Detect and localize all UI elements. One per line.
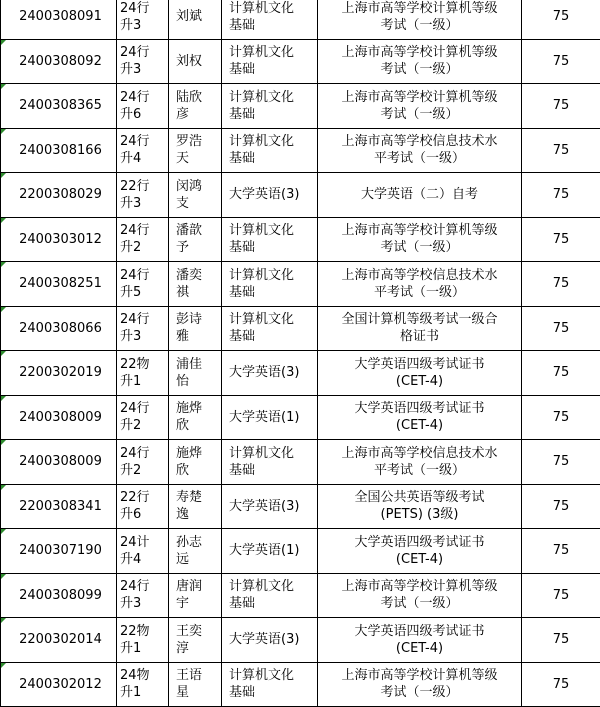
certificate-cell-text: 上海市高等学校信息技术水 平考试（一级） — [341, 446, 497, 478]
student-name-cell — [169, 484, 222, 529]
course-cell-text: 大学英语(3) — [229, 632, 299, 647]
cell-marker-icon — [1, 440, 6, 445]
certificate-cell — [318, 351, 522, 396]
score-cell-text: 75 — [553, 54, 570, 69]
course-cell — [222, 39, 318, 84]
student-id-cell-text: 2400308009 — [19, 454, 102, 469]
student-id-cell-text: 2400308099 — [19, 588, 102, 603]
course-cell — [222, 84, 318, 129]
score-cell-text: 75 — [553, 454, 570, 469]
score-cell — [522, 128, 600, 173]
class-cell-text: 24行 升3 — [120, 579, 150, 611]
course-cell — [222, 573, 318, 618]
class-cell — [117, 351, 169, 396]
student-name-cell-text: 寿楚 逸 — [176, 490, 202, 522]
student-id-cell — [1, 217, 117, 262]
certificate-cell — [318, 217, 522, 262]
score-cell — [522, 84, 600, 129]
class-cell — [117, 618, 169, 663]
student-name-cell — [169, 0, 222, 39]
table-row — [1, 395, 600, 440]
student-name-cell-text: 潘奕 祺 — [176, 268, 202, 300]
course-cell-text: 计算机文化 基础 — [229, 45, 294, 77]
course-cell — [222, 440, 318, 485]
certificate-cell — [318, 440, 522, 485]
student-name-cell — [169, 84, 222, 129]
class-cell — [117, 395, 169, 440]
class-cell — [117, 529, 169, 574]
score-cell-text: 75 — [553, 499, 570, 514]
certificate-cell — [318, 262, 522, 307]
score-cell-text: 75 — [553, 321, 570, 336]
certificate-cell-text: 上海市高等学校计算机等级 考试（一级） — [341, 668, 497, 700]
class-cell-text: 22物 升1 — [120, 624, 150, 656]
cell-marker-icon — [1, 129, 6, 134]
student-name-cell-text: 孙志 远 — [176, 535, 202, 567]
course-cell — [222, 618, 318, 663]
class-cell — [117, 306, 169, 351]
student-id-cell-text: 2200308341 — [19, 499, 102, 514]
certificate-cell-text: 上海市高等学校信息技术水 平考试（一级） — [341, 268, 497, 300]
certificate-cell-text: 大学英语四级考试证书 (CET-4) — [354, 535, 484, 567]
certificate-cell — [318, 0, 522, 39]
class-cell — [117, 440, 169, 485]
class-cell-text: 24行 升6 — [120, 90, 150, 122]
student-name-cell — [169, 529, 222, 574]
student-name-cell-text: 王语 星 — [176, 668, 202, 700]
student-id-cell-text: 2200308029 — [19, 187, 102, 202]
student-name-cell — [169, 39, 222, 84]
certificate-cell — [318, 573, 522, 618]
class-cell — [117, 662, 169, 707]
cell-marker-icon — [1, 307, 6, 312]
student-id-cell-text: 2400308166 — [19, 143, 102, 158]
cell-marker-icon — [1, 396, 6, 401]
student-name-cell-text: 潘歆 予 — [176, 223, 202, 255]
table-row — [1, 262, 600, 307]
student-name-cell — [169, 573, 222, 618]
course-cell-text: 大学英语(1) — [229, 543, 299, 558]
class-cell — [117, 0, 169, 39]
certificate-cell-text: 上海市高等学校信息技术水 平考试（一级） — [341, 134, 497, 166]
score-cell — [522, 306, 600, 351]
student-id-cell-text: 2400307190 — [19, 543, 102, 558]
score-cell — [522, 0, 600, 39]
course-cell — [222, 484, 318, 529]
certificate-cell-text: 大学英语四级考试证书 (CET-4) — [354, 401, 484, 433]
student-id-cell — [1, 262, 117, 307]
course-cell-text: 大学英语(3) — [229, 187, 299, 202]
student-id-cell — [1, 84, 117, 129]
score-cell — [522, 484, 600, 529]
course-cell-text: 计算机文化 基础 — [229, 90, 294, 122]
score-cell-text: 75 — [553, 365, 570, 380]
student-id-cell — [1, 440, 117, 485]
student-name-cell-text: 唐润 宇 — [176, 579, 202, 611]
student-id-cell-text: 2400308251 — [19, 276, 102, 291]
certificate-cell — [318, 84, 522, 129]
student-name-cell — [169, 262, 222, 307]
certificate-cell-text: 上海市高等学校计算机等级 考试（一级） — [341, 90, 497, 122]
score-cell-text: 75 — [553, 632, 570, 647]
table-row — [1, 484, 600, 529]
table-row — [1, 0, 600, 39]
student-name-cell-text: 施烨 欣 — [176, 401, 202, 433]
certificate-cell-text: 大学英语四级考试证书 (CET-4) — [354, 624, 484, 656]
student-name-cell-text: 闵鸿 支 — [176, 179, 202, 211]
class-cell-text: 24行 升4 — [120, 134, 150, 166]
course-cell — [222, 395, 318, 440]
class-cell — [117, 262, 169, 307]
score-cell — [522, 395, 600, 440]
certificate-cell — [318, 662, 522, 707]
class-cell — [117, 173, 169, 218]
table-row — [1, 618, 600, 663]
certificate-cell — [318, 529, 522, 574]
score-cell-text: 75 — [553, 543, 570, 558]
table-row — [1, 529, 600, 574]
cell-marker-icon — [1, 485, 6, 490]
certificate-cell-text: 上海市高等学校计算机等级 考试（一级） — [341, 1, 497, 33]
course-cell-text: 计算机文化 基础 — [229, 668, 294, 700]
student-name-cell — [169, 395, 222, 440]
course-cell-text: 计算机文化 基础 — [229, 223, 294, 255]
student-name-cell-text: 刘权 — [176, 54, 202, 69]
student-name-cell-text: 浦佳 怡 — [176, 357, 202, 389]
student-name-cell-text: 陆欣 彦 — [176, 90, 202, 122]
course-cell-text: 大学英语(3) — [229, 499, 299, 514]
class-cell-text: 24行 升3 — [120, 312, 150, 344]
course-cell — [222, 662, 318, 707]
score-cell — [522, 529, 600, 574]
course-cell-text: 计算机文化 基础 — [229, 268, 294, 300]
cell-marker-icon — [1, 218, 6, 223]
certificate-cell-text: 上海市高等学校计算机等级 考试（一级） — [341, 45, 497, 77]
course-cell — [222, 306, 318, 351]
class-cell-text: 24行 升3 — [120, 45, 150, 77]
student-id-cell-text: 2400308009 — [19, 410, 102, 425]
score-cell — [522, 618, 600, 663]
score-cell — [522, 351, 600, 396]
student-name-cell-text: 王奕 淳 — [176, 624, 202, 656]
course-cell — [222, 351, 318, 396]
student-name-cell-text: 施烨 欣 — [176, 446, 202, 478]
class-cell — [117, 217, 169, 262]
student-id-cell-text: 2400308365 — [19, 98, 102, 113]
table-row — [1, 128, 600, 173]
course-cell — [222, 173, 318, 218]
student-id-cell — [1, 351, 117, 396]
class-cell-text: 24行 升2 — [120, 446, 150, 478]
course-cell — [222, 0, 318, 39]
class-cell-text: 24行 升2 — [120, 223, 150, 255]
student-name-cell — [169, 173, 222, 218]
table-row — [1, 217, 600, 262]
cell-marker-icon — [1, 84, 6, 89]
course-cell — [222, 128, 318, 173]
student-id-cell — [1, 306, 117, 351]
score-cell-text: 75 — [553, 232, 570, 247]
certificate-cell-text: 全国计算机等级考试一级合 格证书 — [341, 312, 497, 344]
student-name-cell-text: 罗浩 天 — [176, 134, 202, 166]
student-id-cell-text: 2200302014 — [19, 632, 102, 647]
score-cell-text: 75 — [553, 276, 570, 291]
score-cell-text: 75 — [553, 98, 570, 113]
student-id-cell-text: 2400308091 — [19, 9, 102, 24]
course-cell — [222, 217, 318, 262]
student-name-cell — [169, 662, 222, 707]
class-cell-text: 22行 升6 — [120, 490, 150, 522]
certificate-cell-text: 大学英语（二）自考 — [361, 187, 478, 202]
student-id-cell — [1, 662, 117, 707]
course-cell-text: 大学英语(1) — [229, 410, 299, 425]
score-cell-text: 75 — [553, 187, 570, 202]
score-cell-text: 75 — [553, 588, 570, 603]
course-cell-text: 计算机文化 基础 — [229, 446, 294, 478]
student-id-cell — [1, 173, 117, 218]
certificate-cell — [318, 173, 522, 218]
certificate-cell-text: 全国公共英语等级考试 (PETS) (3级) — [354, 490, 484, 522]
class-cell-text: 22行 升3 — [120, 179, 150, 211]
score-cell — [522, 217, 600, 262]
class-cell — [117, 573, 169, 618]
class-cell-text: 24物 升1 — [120, 668, 150, 700]
student-name-cell-text: 刘斌 — [176, 9, 202, 24]
class-cell-text: 24行 升2 — [120, 401, 150, 433]
student-name-cell — [169, 128, 222, 173]
class-cell-text: 22物 升1 — [120, 357, 150, 389]
class-cell — [117, 484, 169, 529]
student-name-cell — [169, 440, 222, 485]
certificate-cell-text: 上海市高等学校计算机等级 考试（一级） — [341, 223, 497, 255]
table-row — [1, 440, 600, 485]
cell-marker-icon — [1, 663, 6, 668]
student-id-cell — [1, 484, 117, 529]
certificate-cell-text: 上海市高等学校计算机等级 考试（一级） — [341, 579, 497, 611]
class-cell-text: 24行 升5 — [120, 268, 150, 300]
certificate-cell-text: 大学英语四级考试证书 (CET-4) — [354, 357, 484, 389]
certificate-cell — [318, 395, 522, 440]
cell-marker-icon — [1, 173, 6, 178]
course-cell-text: 计算机文化 基础 — [229, 1, 294, 33]
score-table-body — [1, 0, 600, 707]
cell-marker-icon — [1, 574, 6, 579]
course-cell-text: 计算机文化 基础 — [229, 134, 294, 166]
class-cell-text: 24行 升3 — [120, 1, 150, 33]
class-cell — [117, 84, 169, 129]
student-name-cell — [169, 351, 222, 396]
score-cell-text: 75 — [553, 677, 570, 692]
course-cell-text: 计算机文化 基础 — [229, 579, 294, 611]
table-row — [1, 573, 600, 618]
student-id-cell — [1, 573, 117, 618]
course-cell-text: 计算机文化 基础 — [229, 312, 294, 344]
class-cell-text: 24计 升4 — [120, 535, 150, 567]
cell-marker-icon — [1, 262, 6, 267]
course-cell-text: 大学英语(3) — [229, 365, 299, 380]
student-id-cell — [1, 618, 117, 663]
cell-marker-icon — [1, 351, 6, 356]
score-cell-text: 75 — [553, 143, 570, 158]
class-cell — [117, 39, 169, 84]
certificate-cell — [318, 39, 522, 84]
student-name-cell-text: 彭诗 雅 — [176, 312, 202, 344]
course-cell — [222, 262, 318, 307]
student-name-cell — [169, 306, 222, 351]
student-id-cell-text: 2200302019 — [19, 365, 102, 380]
student-id-cell-text: 2400308066 — [19, 321, 102, 336]
table-row — [1, 39, 600, 84]
student-id-cell — [1, 395, 117, 440]
certificate-cell — [318, 306, 522, 351]
table-row — [1, 84, 600, 129]
certificate-cell — [318, 128, 522, 173]
cell-marker-icon — [1, 529, 6, 534]
class-cell — [117, 128, 169, 173]
student-id-cell — [1, 39, 117, 84]
score-cell-text: 75 — [553, 9, 570, 24]
certificate-cell — [318, 618, 522, 663]
table-row — [1, 173, 600, 218]
score-cell — [522, 262, 600, 307]
course-cell — [222, 529, 318, 574]
table-row — [1, 662, 600, 707]
student-id-cell-text: 2400308092 — [19, 54, 102, 69]
student-id-cell-text: 2400303012 — [19, 232, 102, 247]
student-id-cell — [1, 529, 117, 574]
student-id-cell-text: 2400302012 — [19, 677, 102, 692]
score-cell — [522, 173, 600, 218]
table-row — [1, 351, 600, 396]
cell-marker-icon — [1, 40, 6, 45]
score-cell — [522, 662, 600, 707]
score-cell-text: 75 — [553, 410, 570, 425]
score-cell — [522, 573, 600, 618]
certificate-cell — [318, 484, 522, 529]
student-id-cell — [1, 0, 117, 39]
student-name-cell — [169, 618, 222, 663]
score-cell — [522, 440, 600, 485]
cell-marker-icon — [1, 618, 6, 623]
score-cell — [522, 39, 600, 84]
student-name-cell — [169, 217, 222, 262]
student-id-cell — [1, 128, 117, 173]
table-row — [1, 306, 600, 351]
